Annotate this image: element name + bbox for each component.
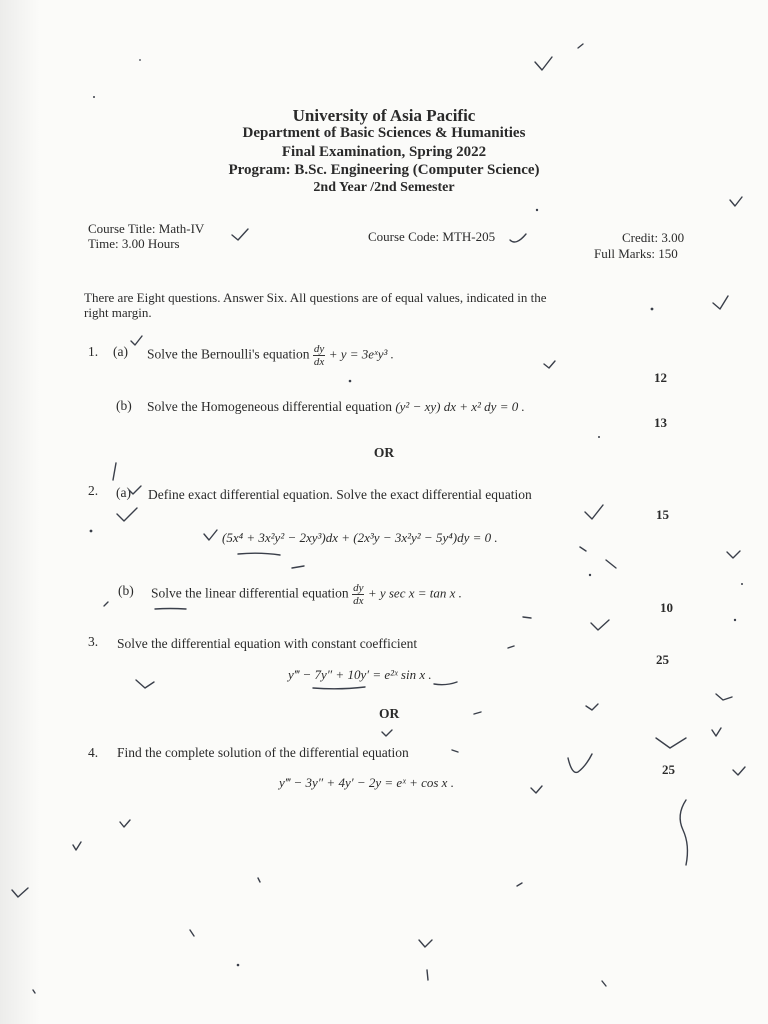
check-mark-icon (117, 508, 137, 521)
course-code: Course Code: MTH-205 (368, 229, 496, 244)
pen-stroke (190, 930, 194, 936)
underline-stroke (434, 682, 457, 685)
check-mark-icon (136, 680, 154, 688)
check-mark-icon (730, 197, 742, 206)
check-mark-icon (419, 940, 432, 947)
check-mark-icon (204, 530, 217, 540)
check-mark-icon (727, 551, 740, 558)
fraction-denominator: dx (313, 356, 325, 368)
q1b-label: (b) (116, 398, 132, 413)
university-name: University of Asia Pacific (292, 106, 476, 125)
check-mark-icon (591, 620, 609, 630)
credit: Credit: 3.00 (622, 230, 685, 245)
q2a-equation: (5x⁴ + 3x²y² − 2xy³)dx + (2x³y − 3x²y² − 5y⁴)dy = 0 . (222, 530, 498, 545)
q2b-marks: 10 (660, 600, 673, 615)
or-divider-1: OR (373, 445, 395, 460)
check-mark-icon (544, 361, 555, 368)
check-mark-icon (568, 754, 592, 772)
pen-stroke (104, 602, 108, 606)
check-mark-icon (656, 738, 686, 748)
ink-dot (90, 530, 93, 533)
pen-stroke (523, 617, 531, 618)
fraction-numerator: dy (353, 582, 364, 594)
check-mark-icon (585, 505, 603, 519)
q2b-equation: + y sec x = tan x . (367, 585, 462, 601)
q1a-text (147, 343, 394, 368)
instruction-line-2: right margin. (84, 305, 152, 320)
q4-marks: 25 (662, 762, 675, 777)
pen-stroke (113, 463, 116, 480)
ink-dot (651, 308, 654, 311)
q1b-marks: 13 (654, 415, 667, 430)
check-mark-icon (531, 786, 542, 793)
instruction-line-1: There are Eight questions. Answer Six. All questions are of equal values, indicated in the (84, 290, 547, 305)
underline-stroke (238, 553, 280, 555)
pen-stroke (517, 883, 522, 886)
q4-text: Find the complete solution of the differential equation (117, 745, 409, 760)
check-mark-icon (535, 57, 552, 70)
check-mark-icon (716, 694, 732, 700)
pen-stroke (258, 878, 260, 882)
q2-number: 2. (88, 483, 99, 498)
ink-dot (139, 59, 141, 61)
bracket-stroke (680, 800, 687, 865)
ink-dot (93, 96, 95, 98)
underline-stroke (313, 687, 365, 689)
exam-title: Final Examination, Spring 2022 (281, 144, 487, 160)
check-mark-icon (232, 229, 248, 240)
pen-stroke (602, 981, 606, 986)
q3-text: Solve the differential equation with constant coefficient (117, 636, 418, 651)
q2b-text (151, 582, 462, 607)
year-semester: 2nd Year /2nd Semester (313, 180, 455, 195)
check-mark-icon (510, 234, 526, 242)
pen-stroke (606, 560, 616, 568)
q2b-label: (b) (118, 583, 134, 598)
check-mark-icon (713, 296, 728, 309)
q1a-label: (a) (113, 344, 128, 359)
fraction-denominator: dx (353, 595, 364, 607)
pen-stroke (427, 970, 428, 980)
course-title: Course Title: Math-IV (88, 221, 205, 236)
q1b-text (147, 399, 525, 415)
q3-number: 3. (88, 634, 99, 649)
pen-stroke (508, 646, 514, 648)
check-mark-icon (120, 820, 130, 827)
q2a-label: (a) (116, 485, 131, 500)
ink-dot (536, 209, 538, 211)
pen-stroke (578, 44, 583, 48)
q1a-equation: + y = 3eˣy³ . (328, 346, 394, 362)
pen-stroke (292, 566, 304, 568)
q3-equation: y‴ − 7y″ + 10y′ = e²ˣ sin x . (288, 667, 432, 682)
pen-stroke (580, 547, 586, 551)
check-mark-icon (733, 767, 745, 775)
ink-dot (237, 964, 240, 967)
dy-dx-fraction (313, 343, 325, 368)
ink-dot (598, 436, 600, 438)
q3-marks: 25 (656, 652, 669, 667)
pen-stroke (474, 712, 481, 714)
check-mark-icon (382, 730, 392, 736)
ink-dot (589, 574, 591, 576)
department-name: Department of Basic Sciences & Humanities (242, 125, 526, 141)
q2b-text-label: Solve the linear differential equation (151, 585, 349, 601)
or-divider-2: OR (379, 706, 400, 721)
q1b-text-label: Solve the Homogeneous differential equation (147, 399, 392, 414)
ink-dot (734, 619, 736, 621)
fraction-numerator: dy (313, 343, 325, 355)
q4-number: 4. (88, 745, 99, 760)
program-name: Program: B.Sc. Engineering (Computer Science) (228, 162, 540, 178)
full-marks: Full Marks: 150 (594, 246, 678, 261)
check-mark-icon (712, 728, 721, 736)
q1a-text-label: Solve the Bernoulli's equation (147, 346, 310, 362)
check-mark-icon (73, 842, 81, 850)
dy-dx-fraction (352, 582, 364, 607)
q4-equation: y‴ − 3y″ + 4y′ − 2y = eˣ + cos x . (279, 775, 454, 790)
underline-stroke (155, 609, 186, 610)
q1-number: 1. (88, 344, 99, 359)
ink-dot (741, 583, 743, 585)
check-mark-icon (586, 704, 598, 710)
pen-stroke (452, 750, 458, 752)
q1a-marks: 12 (654, 370, 667, 385)
q1b-equation: (y² − xy) dx + x² dy = 0 . (395, 399, 525, 414)
exam-time: Time: 3.00 Hours (88, 236, 180, 251)
check-mark-icon (131, 336, 142, 345)
q2a-text: Define exact differential equation. Solve the exact differential equation (148, 487, 532, 502)
q2a-marks: 15 (656, 507, 669, 522)
ink-dot (349, 380, 352, 383)
